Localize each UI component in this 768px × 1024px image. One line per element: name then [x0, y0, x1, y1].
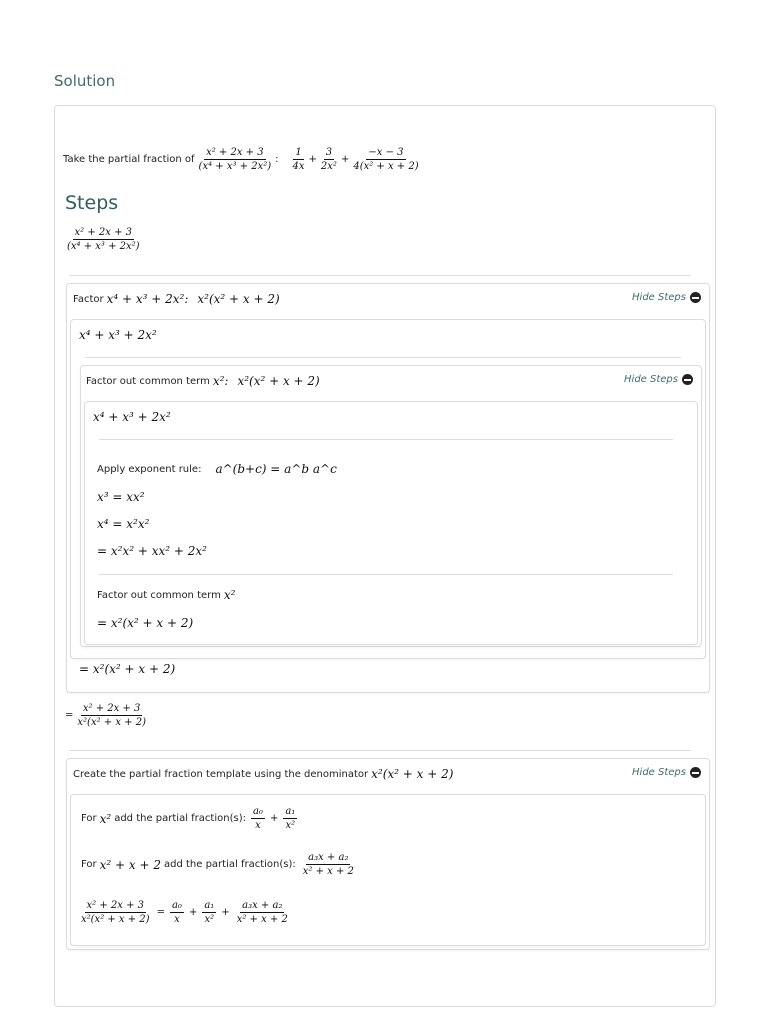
result-c-num: −x − 3 [368, 147, 404, 158]
rewritten-equals: = [65, 710, 74, 721]
template-eq-b-den: x² [204, 914, 215, 925]
exponent-rule [97, 462, 337, 476]
template-eq-lhs-den: x²(x² + x + 2) [81, 914, 150, 925]
result-a-den: 4x [292, 161, 305, 172]
step-common-term-label: Factor out common term [86, 375, 210, 387]
divider [85, 357, 681, 358]
minus-circle-icon [682, 374, 693, 385]
template-for1-label: For [81, 813, 97, 824]
problem-denominator: (x⁴ + x³ + 2x²) [198, 161, 272, 172]
factor-common-term-result: = x²(x² + x + 2) [97, 616, 194, 630]
rewritten-den: x²(x² + x + 2) [77, 717, 146, 728]
exponent-rule-label: Apply exponent rule: [97, 463, 202, 475]
template-eq-c-num: a₃x + a₂ [242, 900, 283, 911]
equation-x4: x⁴ = x²x² [97, 517, 150, 531]
hide-steps-button[interactable] [632, 292, 701, 303]
hide-steps-button[interactable] [624, 374, 693, 385]
template-eq-lhs-num: x² + 2x + 3 [86, 900, 145, 911]
step-template-header [73, 767, 453, 781]
steps-start-den: (x⁴ + x³ + 2x²) [67, 241, 140, 252]
hide-steps-label: Hide Steps [624, 374, 678, 385]
minus-circle-icon [690, 292, 701, 303]
template-for1-b-den: x² [285, 820, 296, 831]
result-fraction-b [319, 146, 339, 173]
template-for1-a-den: x [255, 820, 261, 831]
page-title: Solution [54, 72, 116, 90]
result-fraction-c [351, 146, 420, 173]
step-template-panel [66, 758, 710, 950]
minus-circle-icon [690, 767, 701, 778]
result-b-den: 2x² [320, 161, 337, 172]
rewritten-fraction [65, 702, 150, 729]
divider [69, 750, 691, 751]
hide-steps-label: Hide Steps [632, 767, 686, 778]
hide-steps-label: Hide Steps [632, 292, 686, 303]
divider [99, 574, 673, 575]
template-equation: $\frac{\text{x² + 2x + 3}}{\text{x²(x² + x + 2)}}$ = $\frac{\text{a₀}}{x}$ + $\frac{\text{a₁}}{\text{x²}}$ + $\frac{\text{a₃x + a₂}}{\text{x² + x + 2}}$ [81, 900, 288, 925]
step-template-detail [70, 794, 706, 946]
factor-common-term-term: x² [223, 588, 236, 602]
step-common-term-header [86, 374, 320, 388]
step-factor-header [73, 292, 280, 306]
factor-common-term-label: Factor out common term [97, 589, 221, 601]
step-common-term-result: x²(x² + x + 2) [237, 374, 320, 388]
divider [69, 275, 691, 276]
template-for2-den: x² + x + 2 [302, 866, 354, 877]
template-for-quadratic [81, 851, 358, 878]
step-factor-line1: x⁴ + x³ + 2x² [79, 328, 157, 342]
problem-fraction [197, 146, 274, 173]
result-a-num: 1 [295, 147, 302, 158]
template-eq-a-den: x [174, 914, 180, 925]
template-for1-text: add the partial fraction(s): [114, 813, 246, 824]
template-for1-term: x² [99, 811, 112, 826]
solution-card [54, 105, 716, 1007]
step-template-label: Create the partial fraction template using the denominator [73, 768, 369, 780]
problem-intro: Take the partial fraction of [63, 154, 195, 165]
steps-start-expression [63, 226, 144, 253]
step-factor-final: = x²(x² + x + 2) [79, 662, 176, 676]
equation-rewrite: = x²x² + xx² + 2x² [97, 544, 207, 558]
step-common-term-term: x²: [212, 374, 229, 388]
hide-steps-button[interactable] [632, 767, 701, 778]
template-for2-label: For [81, 859, 97, 870]
step-template-expr: x²(x² + x + 2) [371, 767, 454, 781]
template-for2-text: add the partial fraction(s): [163, 859, 296, 870]
template-eq-c-den: x² + x + 2 [236, 914, 288, 925]
step-factor-result: x²(x² + x + 2) [197, 292, 280, 306]
exponent-rule-formula: a^(b+c) = a^b a^c [215, 462, 337, 476]
result-fraction-a [291, 146, 307, 173]
template-for2-num: a₃x + a₂ [308, 852, 349, 863]
factor-common-term [97, 588, 235, 602]
template-for2-term: x² + x + 2 [99, 857, 161, 872]
steps-heading: Steps [65, 192, 119, 214]
step-common-term-line1: x⁴ + x³ + 2x² [93, 410, 171, 424]
step-common-term-panel [80, 365, 702, 647]
template-eq-b-num: a₁ [204, 900, 215, 911]
step-factor-panel [66, 283, 710, 693]
step-factor-label: Factor [73, 293, 104, 305]
equation-x3: x³ = xx² [97, 490, 145, 504]
template-for1-a-num: a₀ [252, 806, 263, 817]
template-eq-a-num: a₀ [171, 900, 182, 911]
result-c-den: 4(x² + x + 2) [353, 161, 419, 172]
problem-colon: : [275, 154, 279, 165]
result-b-num: 3 [325, 147, 333, 158]
template-for-x2: For x² add the partial fraction(s): $\frac{\text{a₀}}{x}$ + $\frac{\text{a₁}}{\text{x²}}$ [81, 806, 296, 831]
step-factor-detail [70, 319, 706, 659]
step-common-term-detail [84, 401, 698, 645]
problem-statement: Take the partial fraction of $\frac{\text{x² + 2x + 3}}{\text{(x⁴ + x³ + 2x²)}}$ : $\frac{1}{4x}$ + $\frac{3}{\text{2x²}}$ + $\frac{-x - 3}{\text{4(x² + x + 2)}}$ [63, 147, 419, 172]
template-for1-b-num: a₁ [285, 806, 296, 817]
steps-start-num: x² + 2x + 3 [74, 227, 133, 238]
step-factor-expr: x⁴ + x³ + 2x²: [106, 292, 189, 306]
rewritten-num: x² + 2x + 3 [82, 703, 141, 714]
problem-numerator: x² + 2x + 3 [206, 147, 264, 158]
divider [99, 439, 673, 440]
